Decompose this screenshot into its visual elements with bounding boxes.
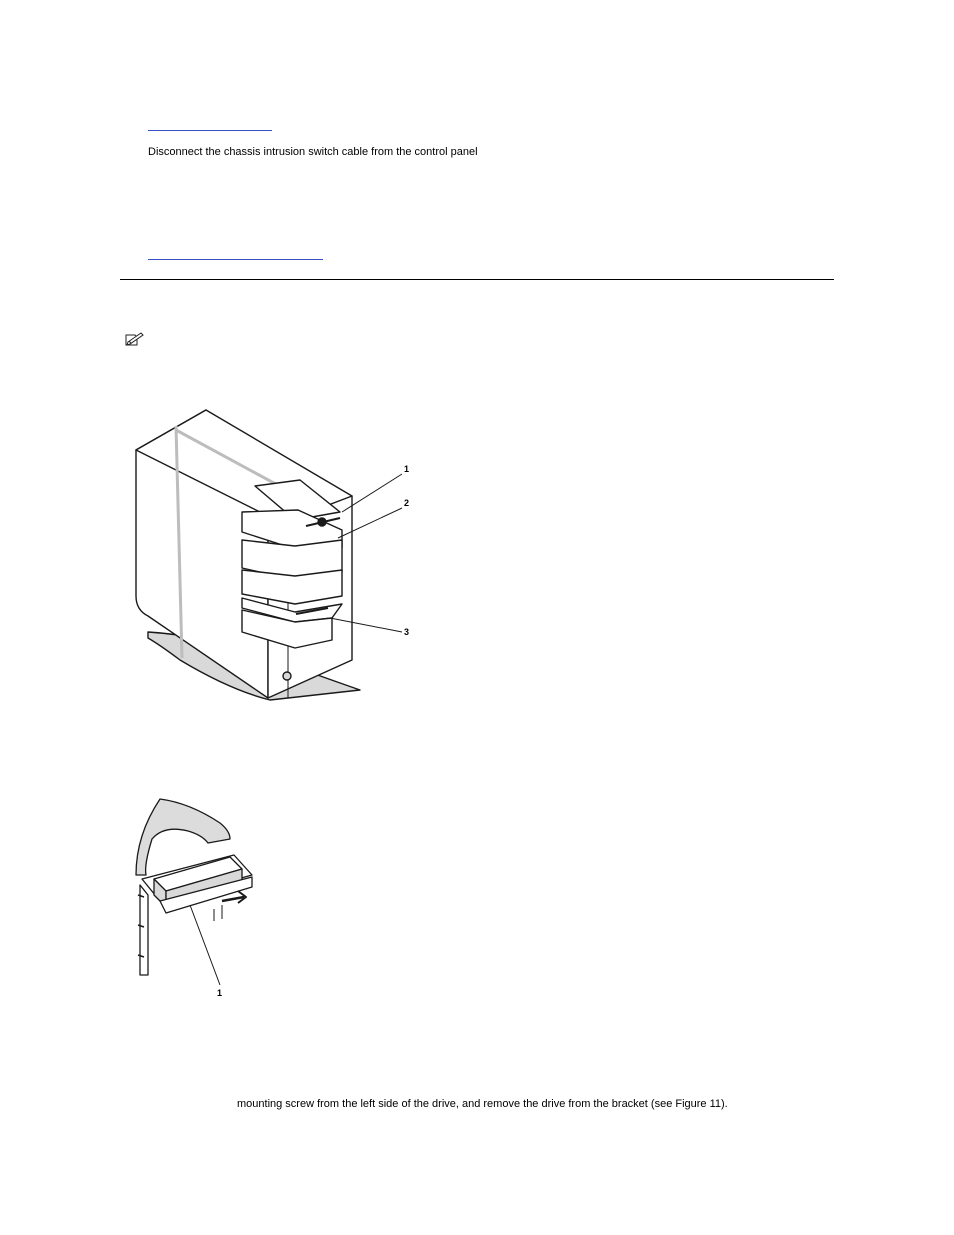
link-underline-bottom[interactable]: [148, 259, 323, 260]
callout-drive-1: 1: [217, 988, 223, 998]
callout-chassis-3: 3: [404, 627, 410, 637]
callout-chassis-2: 2: [404, 498, 410, 508]
figure-chassis: [120, 400, 420, 705]
section-divider: [120, 279, 834, 280]
figure-drive-bracket: [130, 795, 270, 985]
step-text-bottom: mounting screw from the left side of the drive, and remove the drive from the bracket (see Figure 11).: [237, 1098, 728, 1110]
note-pencil-icon: [123, 331, 145, 347]
link-underline-top[interactable]: [148, 130, 272, 131]
callout-chassis-1: 1: [404, 464, 410, 474]
instruction-text: Disconnect the chassis intrusion switch cable from the control panel: [148, 146, 478, 158]
